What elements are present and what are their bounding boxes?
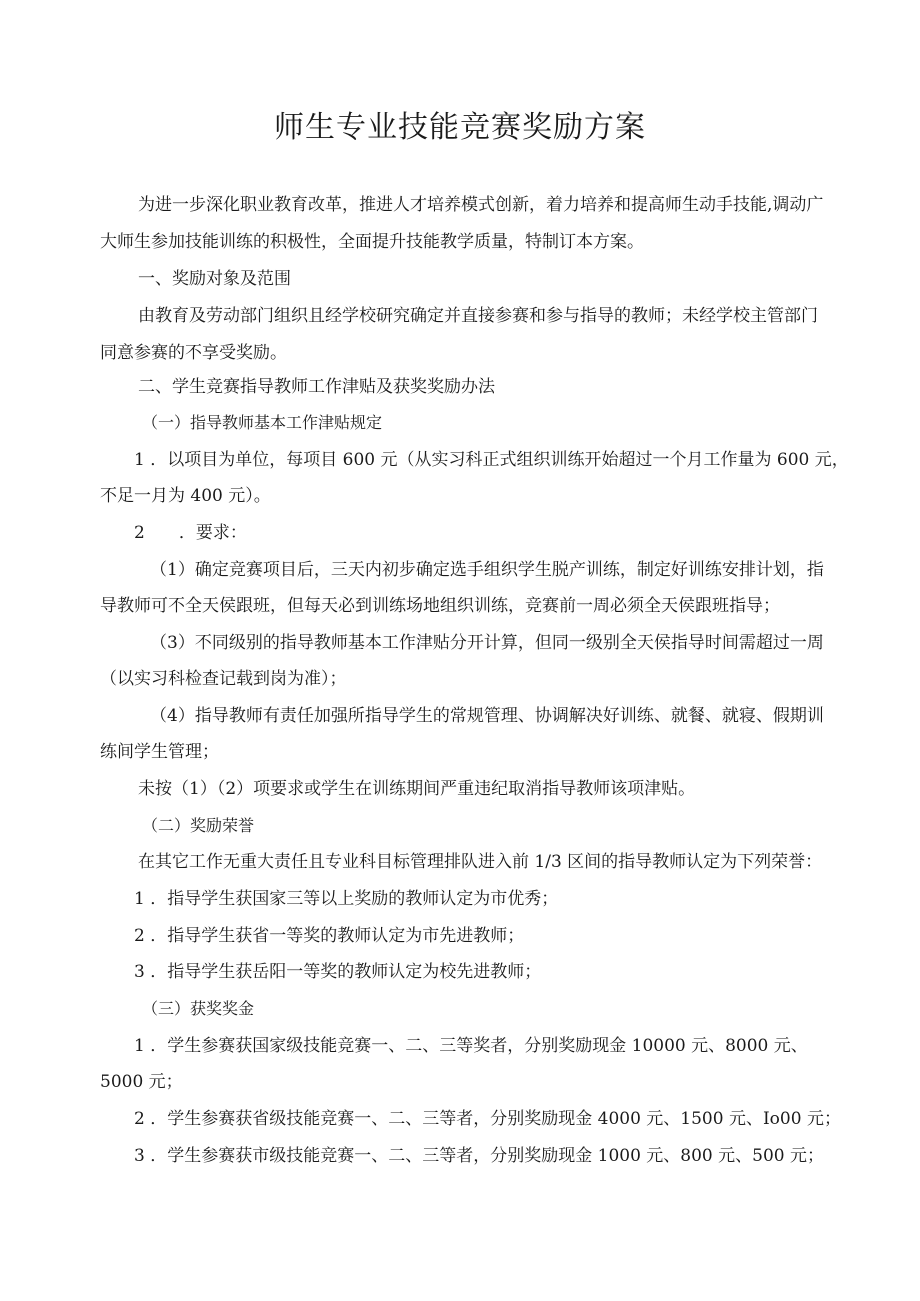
list-item: 3 ．指导学生获岳阳一等奖的教师认定为校先进教师； [134, 962, 542, 982]
subsection-heading: （一）指导教师基本工作津贴规定 [142, 413, 383, 432]
list-item: （4）指导教师有责任加强所指导学生的常规管理、协调解决好训练、就餐、就寝、假期训 [150, 706, 824, 726]
paragraph-line: 由教育及劳动部门组织且经学校研究确定并直接参赛和参与指导的教师；未经学校主管部门 [138, 306, 818, 326]
section-heading: 二、学生竞赛指导教师工作津贴及获奖奖励办法 [138, 377, 495, 397]
list-item-continuation: 不足一月为 400 元）。 [100, 486, 271, 506]
list-item-continuation: 导教师可不全天侯跟班，但每天必到训练场地组织训练，竞赛前一周必须全天侯跟班指导； [100, 596, 780, 616]
paragraph-line: 为进一步深化职业教育改革，推进人才培养模式创新，着力培养和提高师生动手技能,调动广 [138, 195, 824, 215]
paragraph-line: 未按（1）（2）项要求或学生在训练期间严重违纪取消指导教师该项津贴。 [138, 779, 696, 799]
list-item: （3）不同级别的指导教师基本工作津贴分开计算，但同一级别全天侯指导时间需超过一周 [150, 633, 824, 653]
list-item: 2 ．指导学生获省一等奖的教师认定为市先进教师； [134, 926, 525, 946]
paragraph-line: 大师生参加技能训练的积极性，全面提升技能教学质量，特制订本方案。 [100, 232, 644, 252]
list-item: 1 ．指导学生获国家三等以上奖励的教师认定为市优秀； [134, 889, 559, 909]
list-item: 1 ．学生参赛获国家级技能竞赛一、二、三等奖者，分别奖励现金 10000 元、8000 元、 [134, 1036, 808, 1056]
list-item: （1）确定竞赛项目后，三天内初步确定选手组织学生脱产训练，制定好训练安排计划，指 [150, 560, 824, 580]
document-title: 师生专业技能竞赛奖励方案 [274, 110, 646, 145]
paragraph-line: 同意参赛的不享受奖励。 [100, 343, 287, 363]
subsection-heading: （三）获奖奖金 [142, 999, 255, 1018]
section-heading: 一、奖励对象及范围 [138, 269, 291, 289]
list-item: 3 ．学生参赛获市级技能竞赛一、二、三等者，分别奖励现金 1000 元、800 元、500 元； [134, 1146, 824, 1166]
list-item: 2 ．要求： [134, 523, 247, 543]
subsection-heading: （二）奖励荣誉 [142, 816, 255, 835]
list-item-continuation: 练间学生管理； [100, 742, 219, 762]
list-item-continuation: 5000 元； [100, 1072, 183, 1092]
paragraph-line: 在其它工作无重大责任且专业科目标管理排队进入前 1/3 区间的指导教师认定为下列荣誉： [138, 852, 823, 872]
list-item-continuation: （以实习科检查记载到岗为准）； [100, 669, 347, 689]
list-item: 2 ．学生参赛获省级技能竞赛一、二、三等者，分别奖励现金 4000 元、1500 元、Io00 元； [134, 1109, 841, 1129]
list-item: 1 ．以项目为单位，每项目 600 元（从实习科正式组织训练开始超过一个月工作量为 600 元， [134, 450, 849, 470]
